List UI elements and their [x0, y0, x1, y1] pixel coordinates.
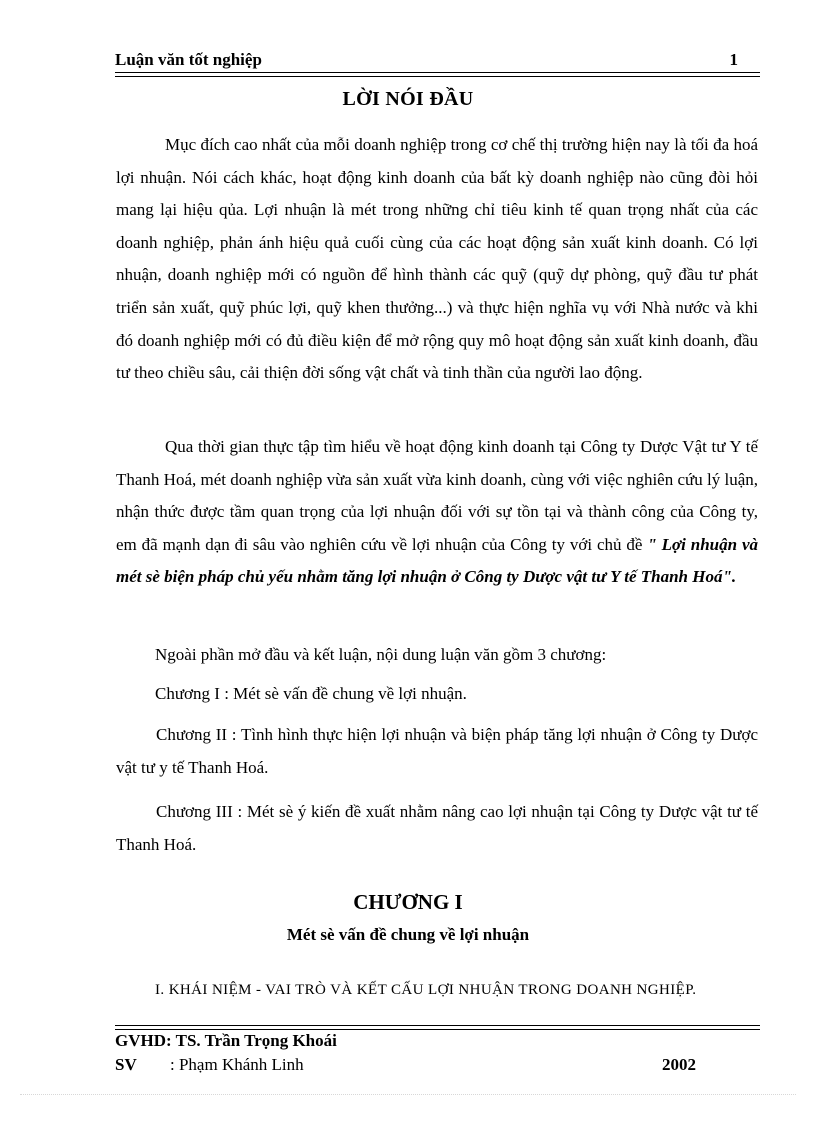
year: 2002	[662, 1055, 696, 1074]
page-number: 1	[729, 50, 738, 69]
section-heading: I. KHÁI NIỆM - VAI TRÒ VÀ KẾT CẤU LỢI NHUẬN TRONG DOANH NGHIỆP.	[155, 982, 697, 998]
preface-paragraph-1: Mục đích cao nhất của mỗi doanh nghiệp trong cơ chế thị trường hiện nay là tối đa hoá lợi nhuận. Nói cách khác, hoạt động kinh doanh của bất kỳ doanh nghiệp nào cũng đòi hỏi mang lại hiệu qủa. Lợi nhuận là mét trong những chỉ tiêu kinh tế quan trọng nhất của các doanh nghiệp, phản ánh hiệu quả cuối cùng của các hoạt động sản xuất kinh doanh. Có lợi nhuận, doanh nghiệp mới có nguồn để hình thành các quỹ (quỹ dự phòng, quỹ đầu tư phát triển sản xuất, quỹ phúc lợi, quỹ khen thưởng...) và thực hiện nghĩa vụ với Nhà nước và khi đó doanh nghiệp mới có đủ điều kiện để mở rộng quy mô hoạt động sản xuất kinh doanh, đầu tư theo chiều sâu, cải thiện đời sống vật chất và tinh thần của người lao động.	[116, 135, 758, 383]
chapter-3-summary: Chương III : Mét sè ý kiến đề xuất nhằm nâng cao lợi nhuận tại Công ty Dược vật tư tế Thanh Hoá.	[116, 802, 758, 854]
structure-intro: Ngoài phần mở đầu và kết luận, nội dung luận văn gồm 3 chương:	[155, 645, 607, 664]
preface-heading: LỜI NÓI ĐẦU	[342, 88, 474, 110]
preface-paragraph-2	[116, 431, 758, 594]
student-name: : Phạm Khánh Linh	[170, 1055, 304, 1074]
chapter-title: CHƯƠNG I	[353, 890, 463, 914]
chapter-subtitle: Mét sè vấn đề chung về lợi nhuận	[286, 925, 530, 944]
student-label: SV	[115, 1055, 137, 1074]
thesis-topic: " Lợi nhuận và mét sè biện pháp chủ yếu nhằm tăng lợi nhuận ở Công ty Dược vật tư Y tế Thanh Hoá".	[116, 534, 758, 587]
supervisor: GVHD: TS. Trần Trọng Khoái	[115, 1031, 337, 1050]
chapter-1-summary: Chương I : Mét sè vấn đề chung về lợi nhuận.	[155, 684, 467, 703]
header-rule	[115, 72, 760, 77]
header-title: Luận văn tốt nghiệp	[115, 50, 262, 69]
footer-rule	[115, 1025, 760, 1030]
chapter-2-summary: Chương II : Tình hình thực hiện lợi nhuận và biện pháp tăng lợi nhuận ở Công ty Dược vật tư y tế Thanh Hoá.	[116, 725, 758, 777]
preface-paragraph-2-text: Qua thời gian thực tập tìm hiểu về hoạt động kinh doanh tại Công ty Dược Vật tư Y tế Thanh Hoá, mét doanh nghiệp vừa sản xuất vừa kinh doanh, cùng với việc nghiên cứu lý luận, nhận thức được tầm quan trọng của lợi nhuận đối với sự tồn tại và thành công của Công ty, em đã mạnh dạn đi sâu vào nghiên cứu về lợi nhuận của Công ty với chủ đề	[116, 437, 758, 554]
page-edge-dotted-line	[20, 1094, 796, 1095]
student	[115, 1055, 304, 1075]
